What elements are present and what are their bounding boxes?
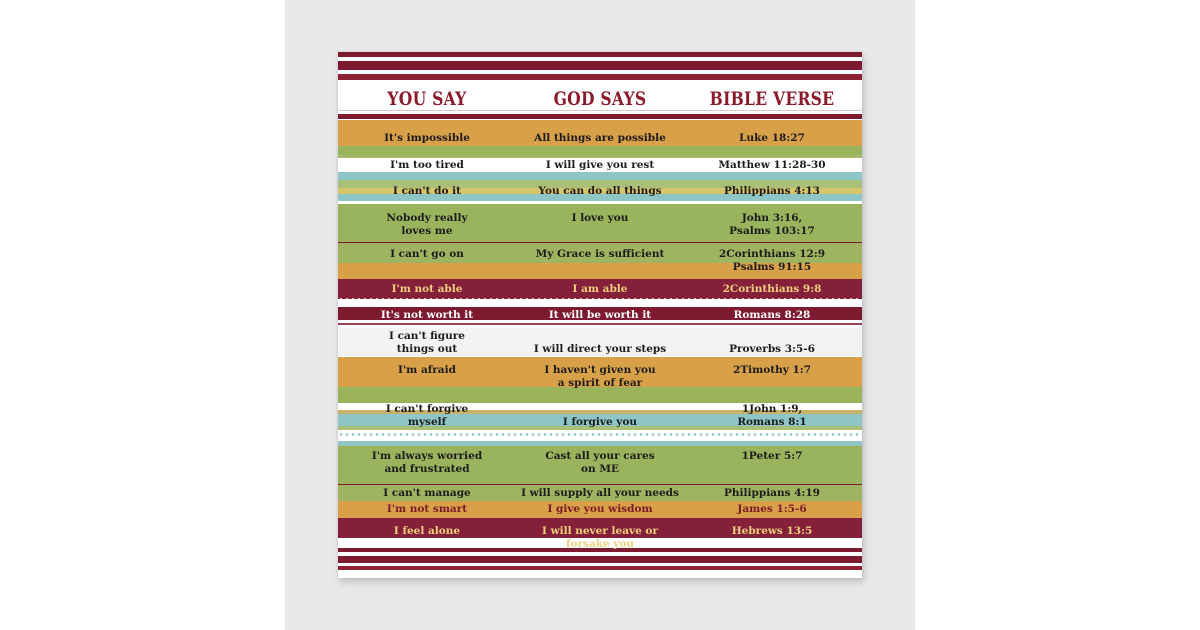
stripe [338, 155, 862, 158]
verse-cell: 2Timothy 1:7 [733, 364, 811, 376]
verse-cell: 1Peter 5:7 [741, 450, 803, 462]
stripe [338, 61, 862, 70]
you-say-cell: I can't go on [390, 248, 464, 260]
stripe [338, 114, 862, 119]
verse-cell: Romans 8:28 [733, 309, 811, 321]
you-say-cell: I can't do it [393, 185, 461, 197]
you-say-cell: I can't manage [383, 487, 471, 499]
stripe [338, 556, 862, 563]
dotted-divider [338, 298, 862, 301]
verse-cell: Philippians 4:13 [724, 185, 820, 197]
you-say-cell: I'm not able [391, 283, 463, 295]
stripe [338, 566, 862, 570]
god-says-cell: I am able [572, 283, 628, 295]
you-say-cell: I'm too tired [390, 159, 464, 171]
you-say-cell: I'm not smart [386, 503, 468, 515]
header-god-says: GOD SAYS [553, 88, 647, 110]
you-say-cell: I can't forgive myself [385, 403, 469, 428]
verse-cell: 1John 1:9, Romans 8:1 [737, 403, 807, 428]
header-you-say: YOU SAY [387, 88, 467, 110]
verse-cell: Proverbs 3:5-6 [729, 343, 815, 355]
you-say-cell: I'm always worried and frustrated [371, 450, 483, 475]
god-says-cell: You can do all things [538, 185, 662, 197]
stripe [338, 323, 862, 325]
you-say-cell: I feel alone [393, 525, 461, 537]
verse-cell: Hebrews 13:5 [731, 525, 813, 537]
god-says-cell: My Grace is sufficient [535, 248, 665, 260]
you-say-cell: I'm afraid [398, 364, 456, 376]
god-says-cell: I give you wisdom [547, 503, 653, 515]
god-says-cell: I will supply all your needs [521, 487, 679, 499]
verse-cell: 2Corinthians 9:8 [722, 283, 822, 295]
stripe [338, 172, 862, 180]
god-says-text: I will never leave or forsake you [542, 525, 658, 550]
you-say-cell: Nobody really loves me [386, 212, 468, 237]
god-says-cell: Cast all your cares on ME [545, 450, 655, 475]
stripe [338, 146, 862, 155]
verse-cell: John 3:16, Psalms 103:17 [729, 212, 815, 237]
dotted-divider [338, 433, 862, 436]
god-says-cell: I haven't given you a spirit of fear [544, 364, 656, 389]
verse-cell: Matthew 11:28-30 [718, 159, 826, 171]
god-says-cell: It will be worth it [548, 309, 652, 321]
stripe [338, 74, 862, 80]
god-says-cell: All things are possible [534, 132, 666, 144]
poster [338, 52, 862, 578]
god-says-cell [513, 525, 687, 551]
god-says-cell: I love you [571, 212, 629, 224]
verse-cell: Philippians 4:19 [724, 487, 820, 499]
verse-cell: Luke 18:27 [739, 132, 805, 144]
you-say-cell: It's not worth it [380, 309, 474, 321]
stripe [338, 110, 862, 111]
god-says-cell: I forgive you [562, 416, 638, 428]
stripe [338, 52, 862, 57]
you-say-cell: I can't figure things out [389, 330, 465, 355]
verse-cell: 2Corinthians 12:9 Psalms 91:15 [718, 248, 826, 273]
god-says-cell: I will direct your steps [533, 343, 667, 355]
god-says-cell: I will give you rest [545, 159, 655, 171]
header-bible-verse: BIBLE VERSE [709, 88, 835, 110]
verse-cell: James 1:5-6 [737, 503, 807, 515]
you-say-cell: It's impossible [384, 132, 470, 144]
